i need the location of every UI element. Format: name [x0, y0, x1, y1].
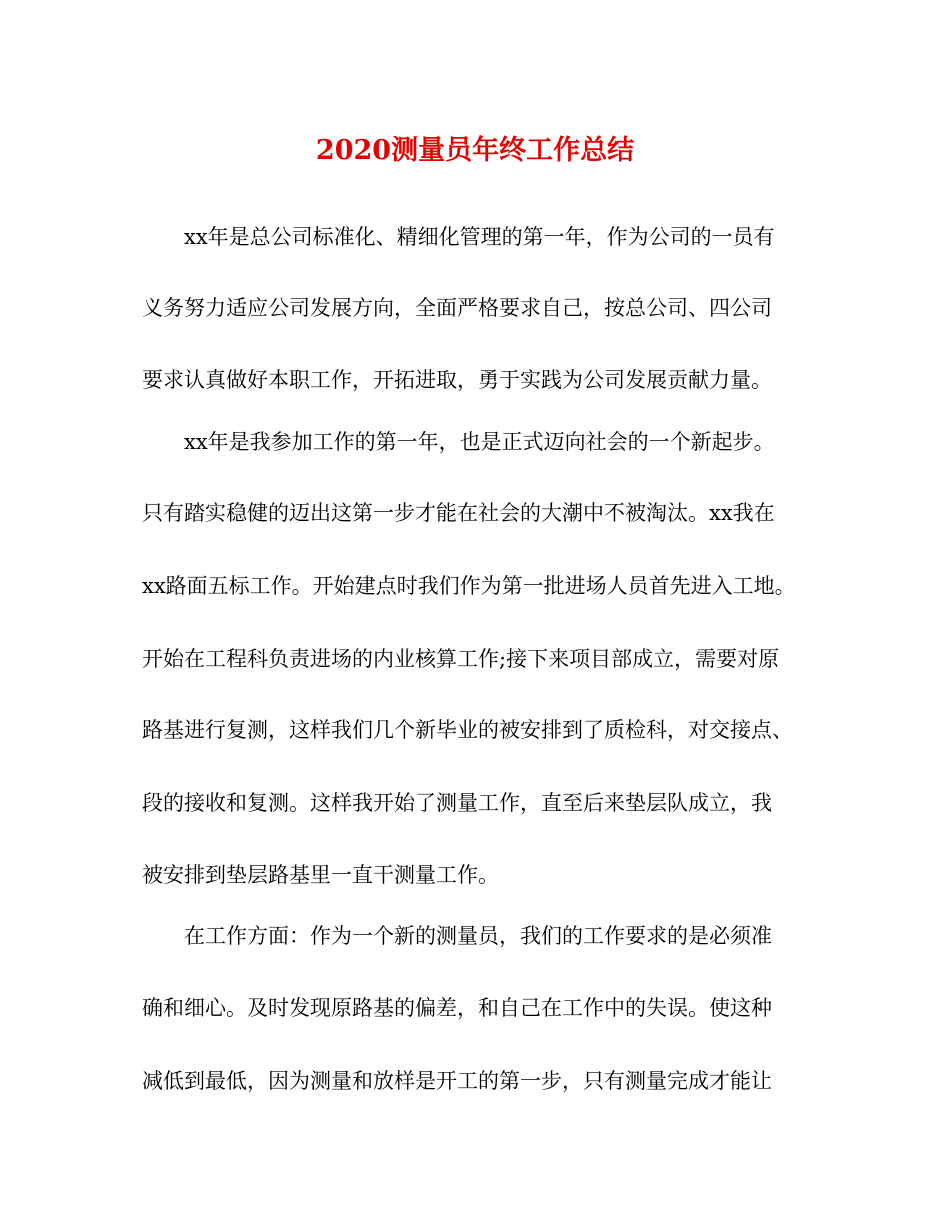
- paragraph-2-line-2: 只有踏实稳健的迈出这第一步才能在社会的大潮中不被淘汰。xx我在: [142, 501, 775, 525]
- paragraph-2-line-1: xx年是我参加工作的第一年，也是正式迈向社会的一个新起步。: [184, 430, 775, 454]
- paragraph-1-line-3: 要求认真做好本职工作，开拓进取，勇于实践为公司发展贡献力量。: [142, 368, 772, 392]
- paragraph-2-line-5: 路基进行复测，这样我们几个新毕业的被安排到了质检科，对交接点、: [142, 718, 793, 742]
- paragraph-3-line-2: 确和细心。及时发现原路基的偏差，和自己在工作中的失误。使这种: [142, 996, 772, 1020]
- paragraph-2-line-7: 被安排到垫层路基里一直干测量工作。: [142, 863, 499, 887]
- paragraph-3-line-3: 减低到最低，因为测量和放样是开工的第一步，只有测量完成才能让: [142, 1069, 772, 1093]
- paragraph-1-line-2: 义务努力适应公司发展方向，全面严格要求自己，按总公司、四公司: [142, 296, 772, 320]
- paragraph-2-line-6: 段的接收和复测。这样我开始了测量工作，直至后来垫层队成立，我: [142, 791, 772, 815]
- document-title: 2020测量员年终工作总结: [315, 135, 635, 166]
- paragraph-2-line-4: 开始在工程科负责进场的内业核算工作;接下来项目部成立，需要对原: [142, 647, 780, 671]
- paragraph-1-line-1: xx年是总公司标准化、精细化管理的第一年，作为公司的一员有: [184, 225, 775, 249]
- paragraph-3-line-1: 在工作方面：作为一个新的测量员，我们的工作要求的是必须准: [184, 924, 772, 948]
- paragraph-2-line-3: xx路面五标工作。开始建点时我们作为第一批进场人员首先进入工地。: [142, 574, 796, 598]
